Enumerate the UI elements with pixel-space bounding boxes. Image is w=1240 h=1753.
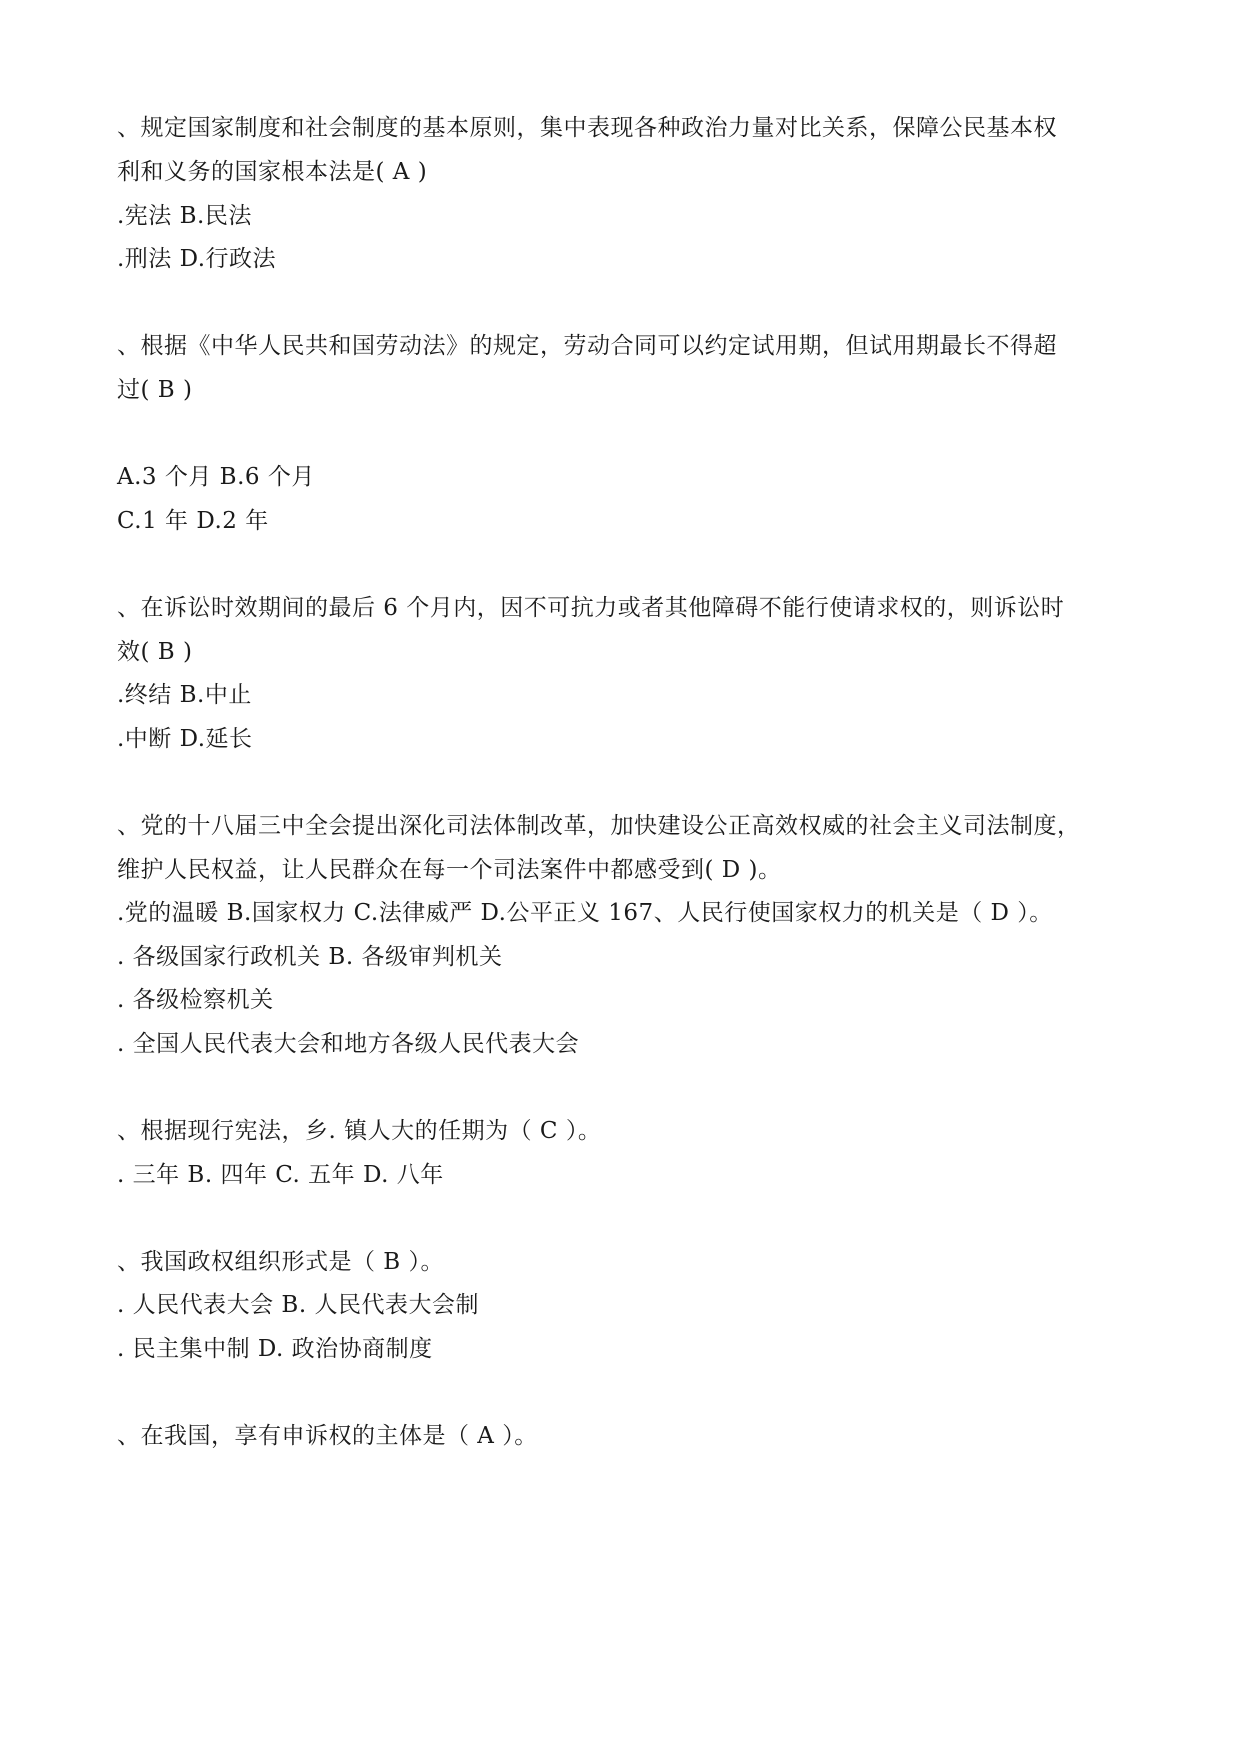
question-2-stem-line-2: 过( B ) [117,377,193,403]
question-6-options-line-2: . 民主集中制 D. 政治协商制度 [117,1336,433,1362]
question-4-stem-line-1: 、党的十八届三中全会提出深化司法体制改革，加快建设公正高效权威的社会主义司法制度， [117,813,1081,839]
question-1-options-line-2: .刑法 D.行政法 [117,246,277,272]
question-6-options-line-1: . 人民代表大会 B. 人民代表大会制 [117,1292,479,1318]
question-2-options-line-2: C.1 年 D.2 年 [117,508,269,534]
question-6-stem-line-1: 、我国政权组织形式是（ B ）。 [117,1249,445,1275]
question-4-stem-line-2: 维护人民权益，让人民群众在每一个司法案件中都感受到( D )。 [117,857,782,883]
question-1-stem-line-2: 利和义务的国家根本法是( A ) [117,159,428,185]
question-5-stem-line-1: 、根据现行宪法，乡. 镇人大的任期为（ C ）。 [117,1118,602,1144]
question-4-options-line-1: .党的温暖 B.国家权力 C.法律威严 D.公平正义 167、人民行使国家权力的机关是（ D ）。 [117,900,1053,926]
question-3-options-line-2: .中断 D.延长 [117,726,253,752]
question-1-options-line-1: .宪法 B.民法 [117,203,252,229]
question-7-stem-line-1: 、在我国，享有申诉权的主体是（ A ）。 [117,1423,538,1449]
question-3-options-line-1: .终结 B.中止 [117,682,252,708]
question-2-stem-line-1: 、根据《中华人民共和国劳动法》的规定，劳动合同可以约定试用期，但试用期最长不得超 [117,333,1057,359]
question-4-options-line-3: . 各级检察机关 [117,987,274,1013]
question-5-options-line-1: . 三年 B. 四年 C. 五年 D. 八年 [117,1162,444,1188]
question-2-options-line-1: A.3 个月 B.6 个月 [117,464,315,490]
question-1-stem-line-1: 、规定国家制度和社会制度的基本原则，集中表现各种政治力量对比关系，保障公民基本权 [117,115,1057,141]
question-4-options-line-2: . 各级国家行政机关 B. 各级审判机关 [117,944,503,970]
question-3-stem-line-1: 、在诉讼时效期间的最后 6 个月内，因不可抗力或者其他障碍不能行使请求权的，则诉讼时 [117,595,1065,621]
question-4-options-line-4: . 全国人民代表大会和地方各级人民代表大会 [117,1031,580,1057]
question-3-stem-line-2: 效( B ) [117,639,193,665]
